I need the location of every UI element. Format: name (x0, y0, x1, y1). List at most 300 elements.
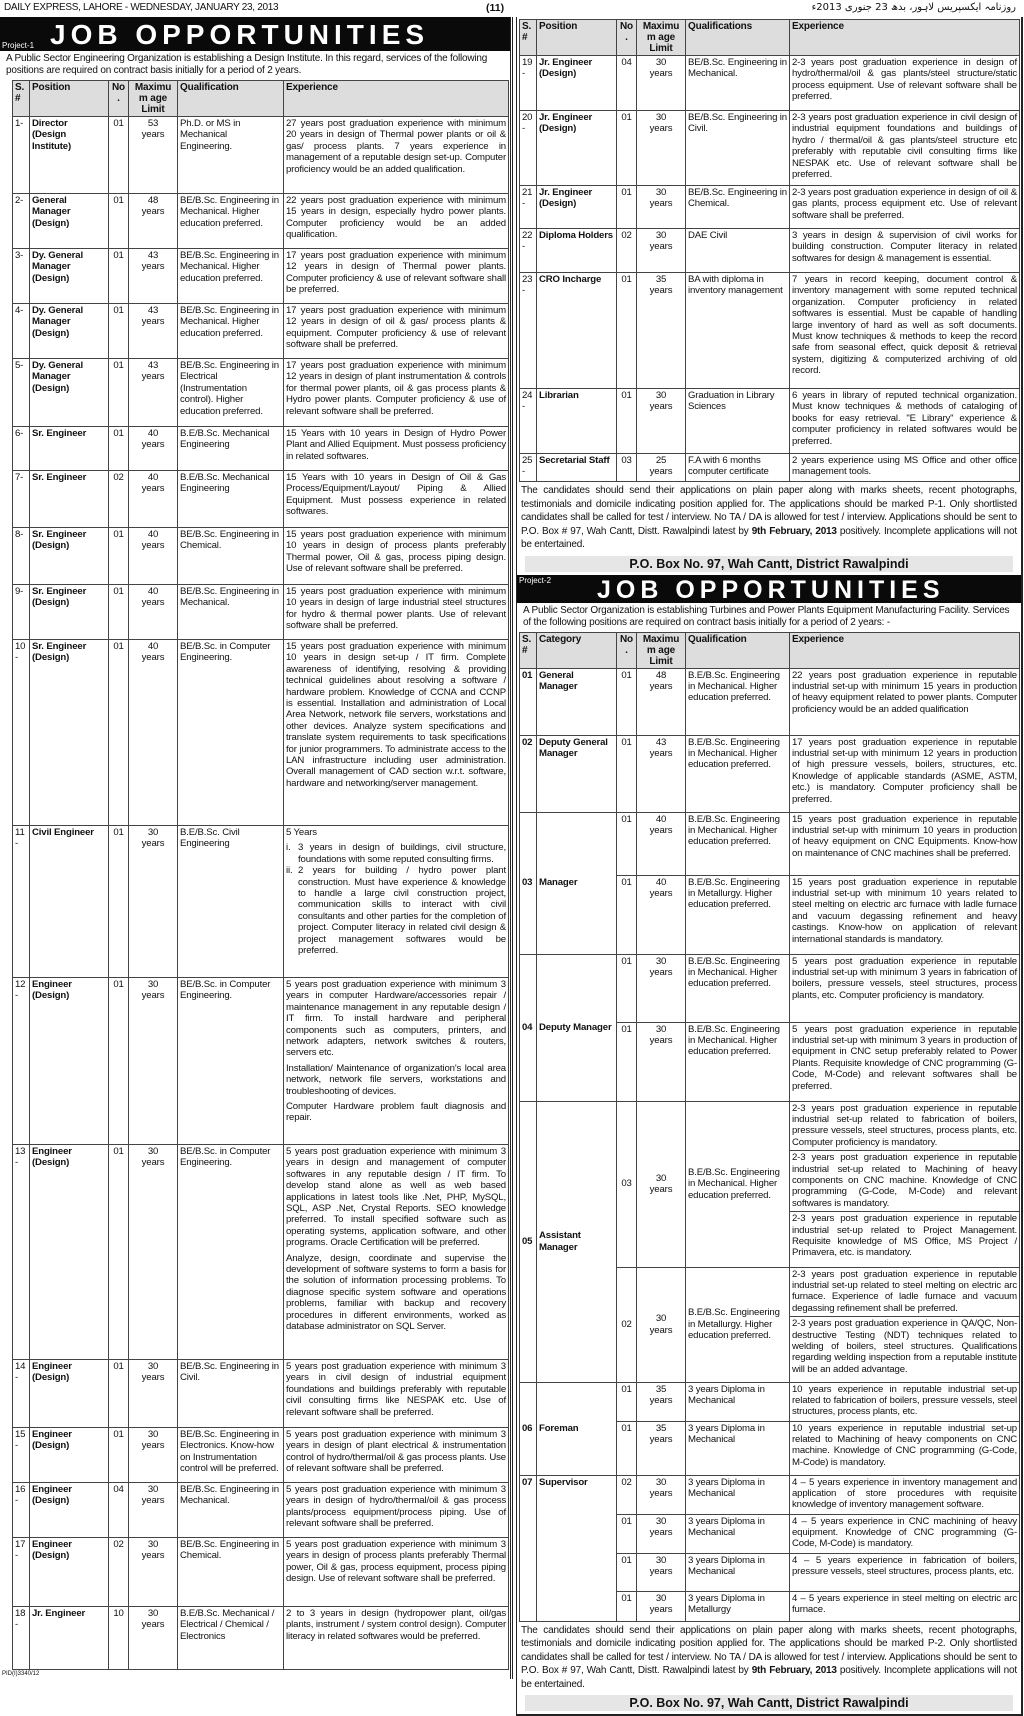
serial-number: 8- (13, 528, 30, 585)
ad-code: PID(I)3340/12 (2, 1671, 40, 1677)
experience-text: 4 – 5 years experience in fabrication of boilers, pressure vessels, steel structures, process plants, etc. (792, 1554, 1017, 1577)
age-limit-cell (637, 1591, 686, 1621)
age-value: 30 (655, 1313, 667, 1325)
serial-number: 19- (520, 56, 537, 111)
experience-text: 2 to 3 years in design (hydropower plant, oil/gas plants, instrument / system control design). Computer literacy in related softwares would be preferred. (286, 1608, 506, 1642)
vacancy-count: 01 (617, 273, 637, 389)
experience-cell (790, 1382, 1020, 1421)
experience-list-item (286, 865, 506, 956)
experience-text: 17 years post graduation experience with minimum 12 years in design of plant instrumentation & controls for thermal power plants, oil & gas process plants & Hydro power plants. Computer proficiency & use of relevant software shall be preferred. (286, 360, 506, 417)
vacancy-count: 01 (109, 826, 129, 978)
experience-text: Analyze, design, coordinate and supervise the development of software systems to form a basis for the solution of information processing problems. To diagnose specific system software and operations problems, familiar with backup and recovery procedures in different environments, worked as database administrator on SQL Server. (286, 1252, 506, 1333)
table-row (13, 249, 509, 304)
age-unit: years (649, 1184, 673, 1195)
position-title: Librarian (537, 389, 617, 454)
experience-cell (790, 389, 1020, 454)
age-limit-cell (129, 194, 178, 249)
experience-text: 2-3 years post graduation experience in reputable industrial set-up related to Machining of heavy components on CNC machine. Knowledge of CNC programming (G-Code, M-Code) and relevant softwares is mandatory. (792, 1152, 1017, 1209)
table-row (520, 56, 1020, 111)
category-title: Manager (537, 812, 617, 954)
experience-text: 5 Years (286, 827, 317, 838)
age-unit: years (649, 1487, 673, 1499)
note-text-end: positively. Incomplete applications will not be entertained. (521, 1665, 1017, 1690)
position-title: Secretarial Staff (537, 454, 617, 482)
project1-left-column (0, 17, 513, 1679)
experience-list-item (286, 842, 506, 865)
qualification-cell: F.A with 6 months computer certificate (686, 454, 790, 482)
vacancy-count: 04 (617, 56, 637, 111)
experience-text: 2-3 years post graduation experience in civil design of industrial equipment foundations and buildings of hydro / thermal/oil & gas plants/steel structure etc preferably with reputable civil consulting firms like NESPAK etc. Use of relevant software shall be preferred. (792, 112, 1017, 181)
age-unit: years (649, 887, 673, 899)
qualification-cell: Ph.D. or MS in Mechanical Engineering. (178, 117, 284, 194)
serial-number: 23- (520, 273, 537, 389)
vacancy-count: 03 (617, 454, 637, 482)
vacancy-count: 02 (617, 1267, 637, 1382)
age-unit: years (141, 1157, 165, 1169)
serial-number: 10- (13, 640, 30, 826)
age-limit-cell (129, 427, 178, 471)
right-column (516, 17, 1023, 1716)
table-row (520, 229, 1020, 273)
position-title: CRO Incharge (537, 273, 617, 389)
age-value: 30 (655, 1515, 667, 1527)
age-value: 30 (147, 1361, 159, 1372)
project2-title: JOB OPPORTUNITIES (597, 575, 945, 603)
age-unit: years (649, 680, 673, 692)
age-value: 40 (147, 472, 159, 483)
experience-text: 6 years in library of reputed technical organization. Must know techniques & methods of cataloging of books for easy retrieval. "E Library" experience & computer proficiency in related softwares would be preferred. (792, 390, 1017, 447)
experience-text: 5 years post graduation experience with minimum 3 years in design of plant electrical & instrumentation control of hydro/thermal/oil & gas process plants. Use of relevant software shall be preferred. (286, 1429, 506, 1475)
vacancy-count: 01 (109, 640, 129, 826)
serial-number: 03 (520, 812, 537, 954)
table-row (13, 427, 509, 471)
age-value: 48 (147, 195, 159, 206)
age-value: 30 (655, 390, 667, 401)
experience-text: 15 years post graduation experience in reputable industrial set-up with minimum 10 years in production of heavy equipment on CNC Equipments. Know-how on maintenance of CNC machines shall be preferred. (792, 813, 1017, 859)
age-unit: years (141, 316, 165, 328)
qualification-cell: BE/B.Sc. Engineering in Electrical (Instrumentation control). Higher education preferred. (178, 359, 284, 427)
age-unit: years (649, 1433, 673, 1445)
experience-text: 4 – 5 years experience in inventory management and application of store procedures with requisite knowledge of inventory management software. (792, 1476, 1017, 1511)
table-row (520, 1382, 1020, 1421)
age-limit-cell (129, 1538, 178, 1607)
qualification-cell: BA with diploma in inventory management (686, 273, 790, 389)
vacancy-count: 02 (617, 229, 637, 273)
position-title: Sr. Engineer (30, 471, 109, 528)
qualification-cell: 3 years Diploma in Metallurgy (686, 1591, 790, 1621)
project2-label: Project-2 (519, 575, 552, 585)
header-experience: Experience (790, 632, 1020, 668)
age-limit-cell (129, 528, 178, 585)
note-text: The candidates should send their applications on plain paper along with marks sheets, recent photographs, testimonials and domicile indicating position applied for. The applications should be marked P-2. Only shortlisted candidates shall be called for test / interview. No TA / DA is allowed for test / interview. Applications should be sent to P.O. Box # 97, Wah Cantt, Distt. Rawalpindi latest by (521, 1624, 1017, 1676)
qualification-cell: 3 years Diploma in Mechanical (686, 1475, 790, 1514)
serial-number: 22- (520, 229, 537, 273)
age-unit: years (649, 285, 673, 297)
header-qualification: Qualification (178, 81, 284, 117)
project1-intro: A Public Sector Engineering Organization is establishing a Design Institute. In this regard, services of the following positions are required on contract basis initially for a period of 2 years. (6, 53, 488, 76)
experience-text: Installation/ Maintenance of organization's local area network, network file servers, workstations and troubleshooting of devices. (286, 1062, 506, 1097)
header-position: Category (537, 632, 617, 668)
age-value: 53 (147, 118, 159, 129)
header-no: No. (617, 20, 637, 56)
table-row (520, 186, 1020, 229)
age-value: 30 (655, 57, 667, 68)
age-unit: years (141, 1495, 165, 1507)
experience-text: 17 years post graduation experience with minimum 12 years in design of oil & gas/ process plants & equipment. Computer proficiency & use of relevant software shall be preferred. (286, 305, 506, 351)
table-row (520, 954, 1020, 1022)
masthead: DAILY EXPRESS, LAHORE - WEDNESDAY, JANUARY 23, 2013 (4, 2, 279, 13)
qualification-cell: B.E/B.Sc. Engineering in Mechanical. Higher education preferred. (686, 1022, 790, 1101)
experience-cell (284, 1360, 509, 1428)
serial-number: 18- (13, 1607, 30, 1670)
vacancy-count: 01 (109, 427, 129, 471)
age-unit: years (649, 68, 673, 80)
table-row (13, 826, 509, 978)
age-unit: years (141, 540, 165, 552)
qualification-cell: BE/B.Sc. in Computer Engineering. (178, 1145, 284, 1360)
category-title: Deputy Manager (537, 954, 617, 1101)
age-unit: years (141, 1372, 165, 1384)
table-row (520, 1101, 1020, 1267)
experience-text: 10 years experience in reputable industrial set-up related to fabrication of boilers, pressure vessels, steel structures, process plants, etc. (792, 1383, 1017, 1418)
position-title: Jr. Engineer (30, 1607, 109, 1670)
qualification-cell: B.E/B.Sc. Engineering in Metallurgy. Higher education preferred. (686, 1267, 790, 1382)
experience-cell (284, 826, 509, 978)
vacancy-count: 01 (617, 668, 637, 735)
age-value: 48 (655, 669, 667, 681)
experience-cell (284, 1607, 509, 1670)
age-value: 30 (655, 1023, 667, 1035)
age-unit: years (141, 371, 165, 383)
vacancy-count: 01 (617, 1553, 637, 1591)
experience-cell (284, 427, 509, 471)
age-value: 30 (147, 979, 159, 990)
age-value: 30 (655, 1476, 667, 1488)
project2-address: P.O. Box No. 97, Wah Cantt, District Rawalpindi (525, 1695, 1013, 1711)
list-marker: i. (286, 842, 291, 854)
experience-text: 2-3 years post graduation experience in reputable industrial set-up related to fabrication of boilers, pressure vessels, steel structures, process plants, etc. Computer proficiency is mandatory. (792, 1102, 1017, 1148)
experience-text: 5 years post graduation experience with minimum 3 years in civil design of industrial equipment foundations and buildings preferably with reputable civil consulting firms like NESPAK etc. Use of relevant software shall be preferred. (286, 1361, 506, 1418)
note-deadline: 9th February, 2013 (751, 525, 837, 537)
vacancy-count: 01 (617, 735, 637, 812)
serial-number: 5- (13, 359, 30, 427)
qualification-cell: B.E/B.Sc. Engineering in Mechanical. Higher education preferred. (686, 668, 790, 735)
project2-intro: A Public Sector Organization is establishing Turbines and Power Plants Equipment Manufacturing Facility. Services of the following positions are required on contract basis initially for a period of 2 years: - (523, 604, 1010, 628)
table-row (520, 1475, 1020, 1514)
vacancy-count: 01 (109, 528, 129, 585)
age-unit: years (141, 990, 165, 1002)
age-unit: years (141, 1550, 165, 1562)
serial-number: 1- (13, 117, 30, 194)
category-title: Supervisor (537, 1475, 617, 1621)
age-limit-cell (637, 1421, 686, 1475)
position-title: Civil Engineer (30, 826, 109, 978)
age-limit-cell (129, 359, 178, 427)
header-row (520, 632, 1020, 668)
experience-text: 2 years experience using MS Office and other office management tools. (792, 455, 1017, 478)
qualification-cell: 3 years Diploma in Mechanical (686, 1514, 790, 1553)
experience-cell (790, 229, 1020, 273)
age-value: 30 (147, 1146, 159, 1157)
age-limit-cell (637, 111, 686, 186)
qualification-cell: BE/B.Sc. Engineering in Chemical. (178, 528, 284, 585)
experience-text: 7 years in record keeping, document control & inventory management with some reputed technical organization. Computer proficiency in related softwares is essential. Must be capable of handling large inventory of hard as well as soft documents. Must know techniques & methods to keep the record safe from seasonal effect, quick deposit & retrieval system, digitizing & computerized archiving of old record. (792, 274, 1017, 377)
experience-text: 5 years post graduation experience with minimum 3 years in design and management of computer softwares in any reputable design / IT firm. To develop stand alone as well as web based applications in latest tools like .Net, PHP, MySQL, SQL, ASP .Net, Crystal Reports. SEO knowledge preferred. To install specified software such as operating systems, application software, and other programs. Oracle Certification will be preferred. (286, 1146, 506, 1249)
age-limit-cell (129, 304, 178, 359)
experience-text: 2-3 years post graduation experience in design of oil & gas plants, process equipment etc. Use of relevant software shall be preferred. (792, 187, 1017, 221)
experience-cell (790, 111, 1020, 186)
age-value: 43 (655, 736, 667, 748)
qualification-cell: BE/B.Sc. Engineering in Electronics. Know-how on Instrumentation control will be preferred. (178, 1428, 284, 1483)
project1-table-part1 (12, 80, 509, 1670)
position-title: Dy. General Manager (Design) (30, 359, 109, 427)
serial-number: 12- (13, 978, 30, 1145)
experience-text: 4 – 5 years experience in steel melting on electric arc furnace. (792, 1592, 1017, 1615)
age-unit: years (649, 1324, 673, 1336)
experience-text: 5 years post graduation experience with minimum 3 years in design of process plants preferably Thermal power, Oil & gas, process equipment, process piping design. Use of relevant software shall be preferred. (286, 1539, 506, 1585)
experience-cell (790, 1514, 1020, 1553)
list-text: 3 years in design of buildings, civil structure, foundations with some reputed consulting firms. (298, 842, 506, 865)
experience-cell (790, 56, 1020, 111)
vacancy-count: 01 (109, 585, 129, 640)
header-sno: S.# (520, 20, 537, 56)
age-value: 35 (655, 274, 667, 285)
experience-cell (790, 1421, 1020, 1475)
age-limit-cell (637, 1022, 686, 1101)
age-limit-cell (129, 1483, 178, 1538)
qualification-cell: B.E/B.Sc. Engineering in Mechanical. Higher education preferred. (686, 812, 790, 875)
qualification-cell: B.E/B.Sc. Engineering in Mechanical. Higher education preferred. (686, 954, 790, 1022)
qualification-cell: B.E/B.Sc. Mechanical Engineering (178, 471, 284, 528)
experience-text: 15 Years with 10 years in Design of Oil & Gas Process/Equipment/Layout/ Piping & Allied Equipment. Must possess experience in related softwares. (286, 472, 506, 518)
experience-cell (284, 978, 509, 1145)
age-limit-cell (129, 471, 178, 528)
experience-cell (790, 1022, 1020, 1101)
experience-text: 15 years post graduation experience in reputable industrial set-up with minimum 10 years related to steel melting on electric arc furnace with ladle furnace and vacuum degassing refinement and heavy castings. Know-how on application of relevant international standards is mandatory. (792, 876, 1017, 945)
position-title: Engineer (Design) (30, 1145, 109, 1360)
table-row (13, 194, 509, 249)
age-value: 30 (655, 230, 667, 241)
project1-address: P.O. Box No. 97, Wah Cantt, District Rawalpindi (525, 556, 1013, 572)
experience-text: 27 years post graduation experience with minimum 20 years in design of Thermal power plants or oil & gas/ process plants. 7 years experience in management of a reputable design set-up. Computer proficiency would be an added qualification. (286, 118, 506, 175)
table-row (13, 528, 509, 585)
vacancy-count: 01 (617, 186, 637, 229)
experience-text: 17 years post graduation experience with minimum 12 years in design of Thermal power plants. Computer proficiency & use of relevant software shall be preferred. (286, 250, 506, 296)
experience-cell (790, 186, 1020, 229)
experience-text: 5 years post graduation experience with minimum 3 years in computer Hardware/accessories repair / maintenance management in any reputable design / IT firm. To install hardware and peripheral components such as computers, printers, and network adapters, network switches & routers, servers etc. (286, 979, 506, 1059)
experience-text: 22 years post graduation experience with minimum 15 years in design, especially hydro power plants. Computer proficiency would be an added qualification. (286, 195, 506, 241)
qualification-cell: B.E/B.Sc. Mechanical / Electrical / Chemical / Electronics (178, 1607, 284, 1670)
vacancy-count: 02 (109, 471, 129, 528)
table-row (13, 1360, 509, 1428)
header-age: Maximum age Limit (129, 81, 178, 117)
serial-number: 04 (520, 954, 537, 1101)
project2-note (517, 1622, 1021, 1694)
age-value: 30 (147, 1539, 159, 1550)
category-title: Foreman (537, 1382, 617, 1475)
age-limit-cell (637, 229, 686, 273)
experience-cell (790, 1267, 1020, 1382)
qualification-cell: BE/B.Sc. in Computer Engineering. (178, 640, 284, 826)
experience-text: 15 Years with 10 years in Design of Hydro Power Plant and Allied Equipment. Must possess proficiency in related softwares. (286, 428, 506, 462)
age-value: 30 (147, 827, 159, 838)
age-limit-cell (637, 186, 686, 229)
header-position: Position (30, 81, 109, 117)
age-value: 40 (147, 529, 159, 540)
category-title: Deputy General Manager (537, 735, 617, 812)
age-limit-cell (129, 1607, 178, 1670)
table-row (13, 117, 509, 194)
age-value: 40 (655, 876, 667, 888)
position-title: Sr. Engineer (30, 427, 109, 471)
qualification-cell: 3 years Diploma in Mechanical (686, 1421, 790, 1475)
qualification-cell: BE/B.Sc. Engineering in Mechanical. (686, 56, 790, 111)
experience-cell (790, 1553, 1020, 1591)
experience-text: 15 years post graduation experience with minimum 10 years in design of process plants preferably Thermal power, Oil & gas, process piping design. Use of relevant software shall be preferred. (286, 529, 506, 575)
qualification-cell: B.E/B.Sc. Mechanical Engineering (178, 427, 284, 471)
experience-cell (284, 249, 509, 304)
age-value: 30 (655, 955, 667, 967)
position-title: Jr. Engineer (Design) (537, 111, 617, 186)
age-unit: years (649, 466, 673, 478)
age-value: 40 (147, 586, 159, 597)
age-unit: years (141, 838, 165, 850)
vacancy-count: 01 (617, 812, 637, 875)
experience-text: 4 – 5 years experience in CNC machining of heavy equipment. Knowledge of CNC programming (G-Code, M-Code) is mandatory. (792, 1515, 1017, 1550)
table-row (13, 471, 509, 528)
age-limit-cell (129, 249, 178, 304)
project1-title: JOB OPPORTUNITIES (50, 19, 430, 50)
qualification-cell: BE/B.Sc. Engineering in Mechanical. (178, 1483, 284, 1538)
vacancy-count: 01 (109, 359, 129, 427)
serial-number: 7- (13, 471, 30, 528)
qualification-cell: BE/B.Sc. in Computer Engineering. (178, 978, 284, 1145)
age-limit-cell (129, 117, 178, 194)
vacancy-count: 01 (109, 1428, 129, 1483)
project2-table (519, 632, 1020, 1622)
qualification-cell: BE/B.Sc. Engineering in Mechanical. Higher education preferred. (178, 194, 284, 249)
experience-text: 3 years in design & supervision of civil works for building construction. Computer literacy in related softwares for design & management is essential. (792, 230, 1017, 264)
position-title: Jr. Engineer (Design) (537, 56, 617, 111)
note-text-end: positively. Incomplete applications will not be entertained. (521, 525, 1017, 550)
experience-text: 22 years post graduation experience in reputable industrial set-up with minimum 15 years in production of heavy equipment related to power plants. Computer proficiency would be an added qualification (792, 669, 1017, 715)
position-title: Sr. Engineer (Design) (30, 640, 109, 826)
age-value: 30 (655, 1172, 667, 1184)
experience-cell (284, 304, 509, 359)
age-unit: years (141, 1619, 165, 1631)
serial-number: 06 (520, 1382, 537, 1475)
age-unit: years (141, 261, 165, 273)
experience-text: 15 years post graduation experience with minimum 10 years in design set-up / IT firm. Complete awareness of identifying, resolving & providing technical guidelines about resolving a software / hardware problem. Knowledge of CCNA and CCNP is essential. Installation and administration of Local Area Network, network file servers, workstations and other devices. Analyze system specifications and translate system requirements to task specifications for junior programmers. To administrate access to the LAN infrastructure including user administration. Overall management of CAD section w.r.t. software, hardware and networking/server management. (286, 641, 506, 789)
age-limit-cell (637, 812, 686, 875)
experience-cell (284, 117, 509, 194)
header-experience: Experience (284, 81, 509, 117)
age-value: 30 (655, 1592, 667, 1604)
table-row (520, 389, 1020, 454)
age-unit: years (649, 1565, 673, 1577)
experience-text: 2-3 years post graduation experience in reputable industrial set-up related to steel melting on electric arc furnace. Experience of ladle furnace and vacuum degassing refinement shall be preferred. (792, 1268, 1017, 1314)
serial-number: 17- (13, 1538, 30, 1607)
serial-number: 11- (13, 826, 30, 978)
experience-text: 2-3 years post graduation experience in QA/QC, Non-destructive Testing (NDT) techniques related to welding of boilers, steel structures. Qualifications regarding welding inspection from a reputable institute will be an added advantage. (792, 1318, 1017, 1375)
age-limit-cell (129, 978, 178, 1145)
age-limit-cell (637, 735, 686, 812)
list-marker: ii. (286, 865, 293, 877)
experience-cell (790, 1475, 1020, 1514)
position-title: Sr. Engineer (Design) (30, 585, 109, 640)
vacancy-count: 01 (109, 1360, 129, 1428)
experience-cell (284, 1428, 509, 1483)
age-unit: years (141, 597, 165, 609)
serial-number: 3- (13, 249, 30, 304)
table-row (520, 273, 1020, 389)
experience-cell (284, 359, 509, 427)
age-limit-cell (637, 1382, 686, 1421)
table-row (13, 1607, 509, 1670)
experience-cell (790, 454, 1020, 482)
age-value: 35 (655, 1383, 667, 1395)
table-row (520, 812, 1020, 875)
vacancy-count: 01 (109, 194, 129, 249)
header-age: Maximum age Limit (637, 20, 686, 56)
age-value: 30 (147, 1484, 159, 1495)
experience-text: 5 years post graduation experience with minimum 3 years in design of hydro/thermal/oil & gas process plants/process equipment/process piping. Use of relevant software shall be preferred. (286, 1484, 506, 1530)
age-value: 30 (147, 1429, 159, 1440)
vacancy-count: 02 (109, 1538, 129, 1607)
serial-number: 07 (520, 1475, 537, 1621)
serial-number: 20- (520, 111, 537, 186)
experience-cell (284, 585, 509, 640)
position-title: Dy. General Manager (Design) (30, 249, 109, 304)
serial-number: 9- (13, 585, 30, 640)
experience-cell (790, 1101, 1020, 1267)
experience-cell (284, 528, 509, 585)
experience-text: 17 years post graduation experience in reputable industrial set-up with minimum 12 years in production of high pressure vessels, boilers, structures, etc. Knowledge of applicable standards (ASME, ASTM, etc.) is mandatory. Computer proficiency shall be preferred. (792, 736, 1017, 805)
position-title: Dy. General Manager (Design) (30, 304, 109, 359)
qualification-cell: Graduation in Library Sciences (686, 389, 790, 454)
qualification-cell: BE/B.Sc. Engineering in Civil. (178, 1360, 284, 1428)
age-limit-cell (637, 668, 686, 735)
vacancy-count: 01 (617, 1421, 637, 1475)
table-row (520, 735, 1020, 812)
position-title: Jr. Engineer (Design) (537, 186, 617, 229)
header-qualification: Qualification (686, 632, 790, 668)
position-title: Engineer (Design) (30, 1483, 109, 1538)
age-limit-cell (637, 389, 686, 454)
age-value: 40 (147, 428, 159, 439)
qualification-cell: BE/B.Sc. Engineering in Civil. (686, 111, 790, 186)
position-title: Diploma Holders (537, 229, 617, 273)
serial-number: 6- (13, 427, 30, 471)
experience-cell (284, 471, 509, 528)
project1-label: Project-1 (2, 41, 35, 50)
age-limit-cell (637, 1475, 686, 1514)
table-row (520, 454, 1020, 482)
vacancy-count: 04 (109, 1483, 129, 1538)
serial-number: 24- (520, 389, 537, 454)
vacancy-count: 02 (617, 1475, 637, 1514)
qualification-cell: B.E/B.Sc. Engineering in Mechanical. Higher education preferred. (686, 735, 790, 812)
serial-number: 05 (520, 1101, 537, 1382)
age-value: 40 (147, 641, 159, 652)
age-limit-cell (129, 1428, 178, 1483)
age-value: 43 (147, 250, 159, 261)
table-row (13, 1538, 509, 1607)
experience-cell (790, 812, 1020, 875)
experience-cell (790, 954, 1020, 1022)
age-value: 30 (655, 187, 667, 198)
age-unit: years (649, 1603, 673, 1615)
